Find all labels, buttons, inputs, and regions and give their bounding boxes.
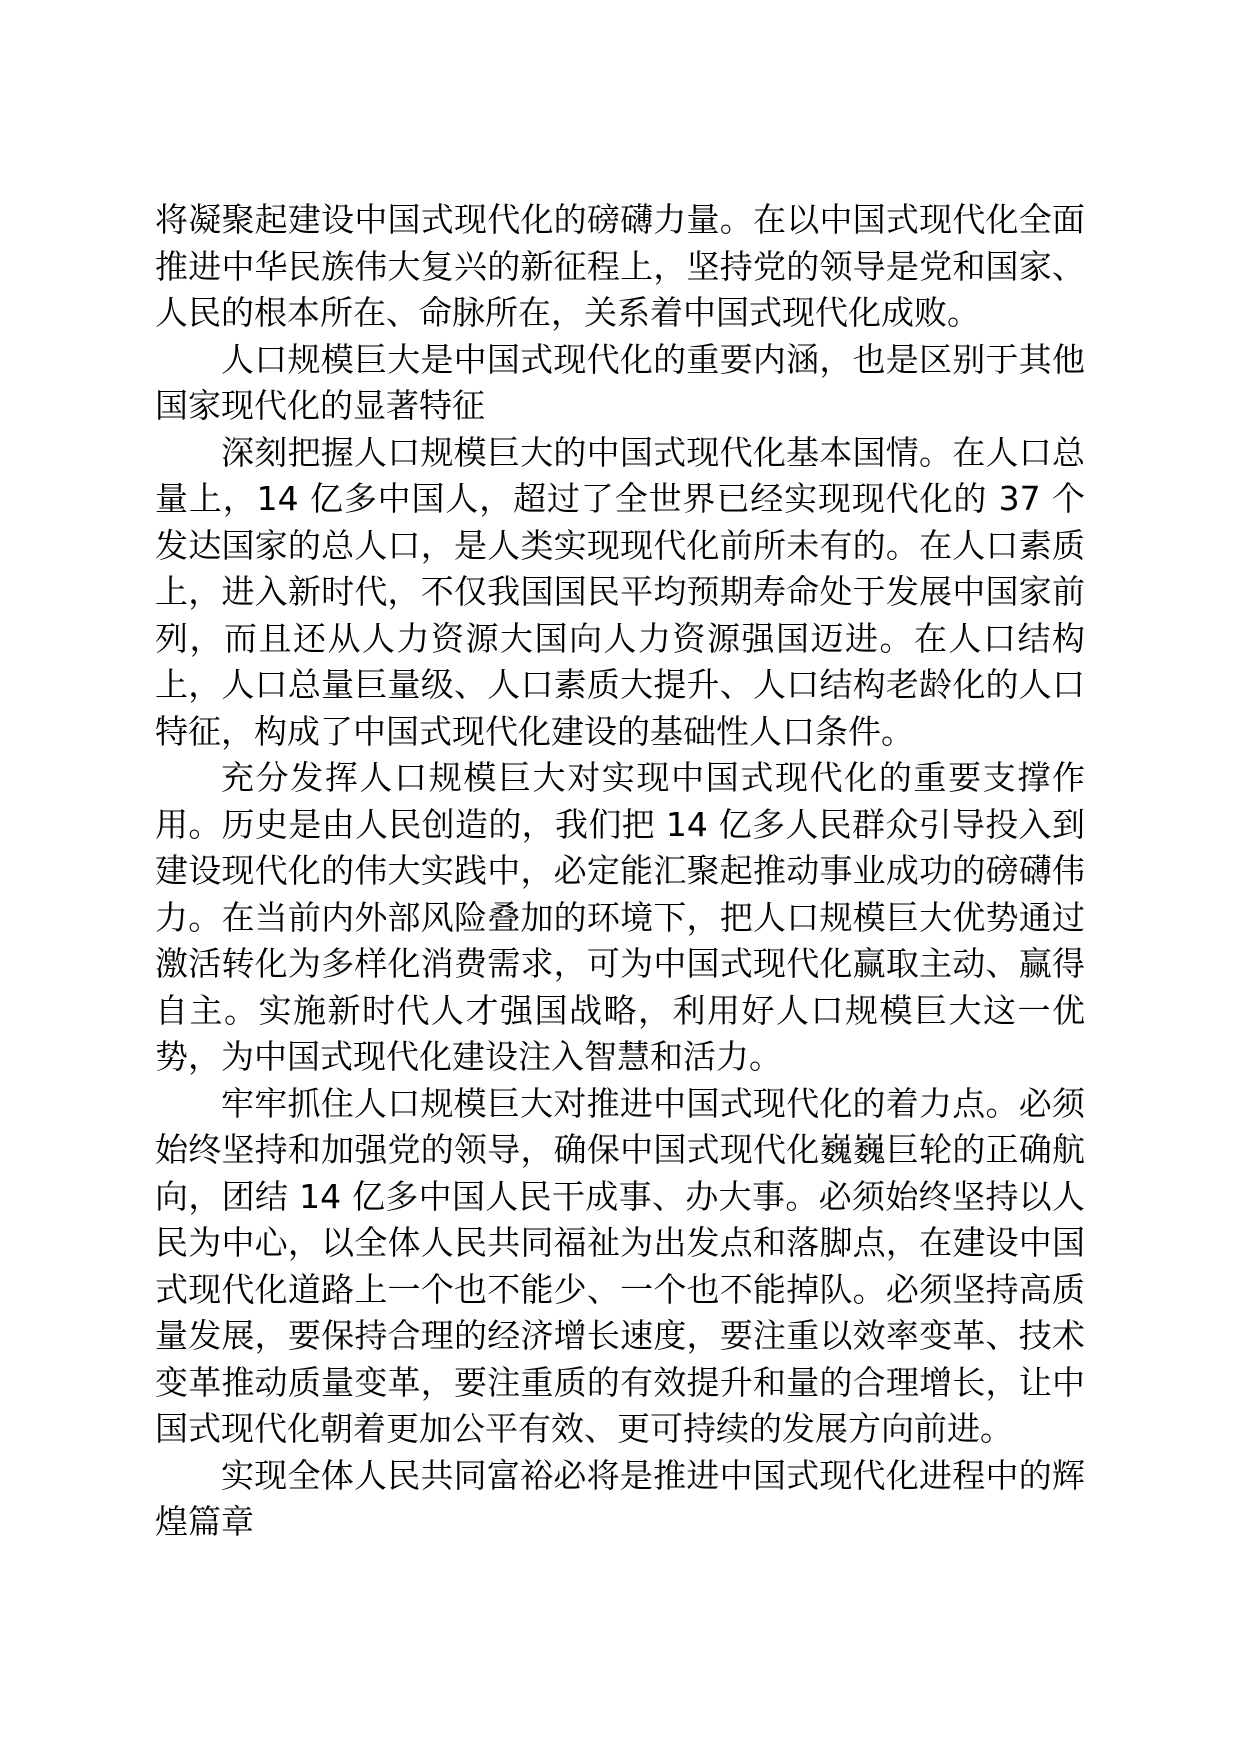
paragraph-focus-points: 牢牢抓住人口规模巨大对推进中国式现代化的着力点。必须始终坚持和加强党的领导，确保中国式现代化巍巍巨轮的正确航向，团结 14 亿多中国人民干成事、办大事。必须始终坚持以人民为中心，以全体人民共同福祉为出发点和落脚点，在建设中国式现代化道路上一个也不能少、一个也不能掉队。必须坚持高质量发展，要保持合理的经济增长速度，要注重以效率变革、技术变革推动质量变革，要注重质的有效提升和量的合理增长，让中国式现代化朝着更加公平有效、更可持续的发展方向前进。 bbox=[155, 1083, 1085, 1448]
section-heading-population-scale: 人口规模巨大是中国式现代化的重要内涵，也是区别于其他国家现代化的显著特征 bbox=[155, 339, 1085, 425]
paragraph-basic-national-conditions: 深刻把握人口规模巨大的中国式现代化基本国情。在人口总量上，14 亿多中国人，超过了全世界已经实现现代化的 37 个发达国家的总人口，是人类实现现代化前所未有的。在人口素质上，进入新时代，不仅我国国民平均预期寿命处于发展中国家前列，而且还从人力资源大国向人力资源强国迈进。在人口结构上，人口总量巨量级、人口素质大提升、人口结构老龄化的人口特征，构成了中国式现代化建设的基础性人口条件。 bbox=[155, 432, 1085, 751]
paragraph-supporting-role: 充分发挥人口规模巨大对实现中国式现代化的重要支撑作用。历史是由人民创造的，我们把 14 亿多人民群众引导投入到建设现代化的伟大实践中，必定能汇聚起推动事业成功的磅礴伟力。在当前内外部风险叠加的环境下，把人口规模巨大优势通过激活转化为多样化消费需求，可为中国式现代化赢取主动、赢得自主。实施新时代人才强国战略，利用好人口规模巨大这一优势，为中国式现代化建设注入智慧和活力。 bbox=[155, 758, 1085, 1076]
section-heading-common-prosperity: 实现全体人民共同富裕必将是推进中国式现代化进程中的辉煌篇章 bbox=[155, 1455, 1085, 1541]
document-body bbox=[155, 197, 1085, 1546]
paragraph-continuation: 将凝聚起建设中国式现代化的磅礴力量。在以中国式现代化全面推进中华民族伟大复兴的新征程上，坚持党的领导是党和国家、人民的根本所在、命脉所在，关系着中国式现代化成败。 bbox=[155, 200, 1085, 332]
